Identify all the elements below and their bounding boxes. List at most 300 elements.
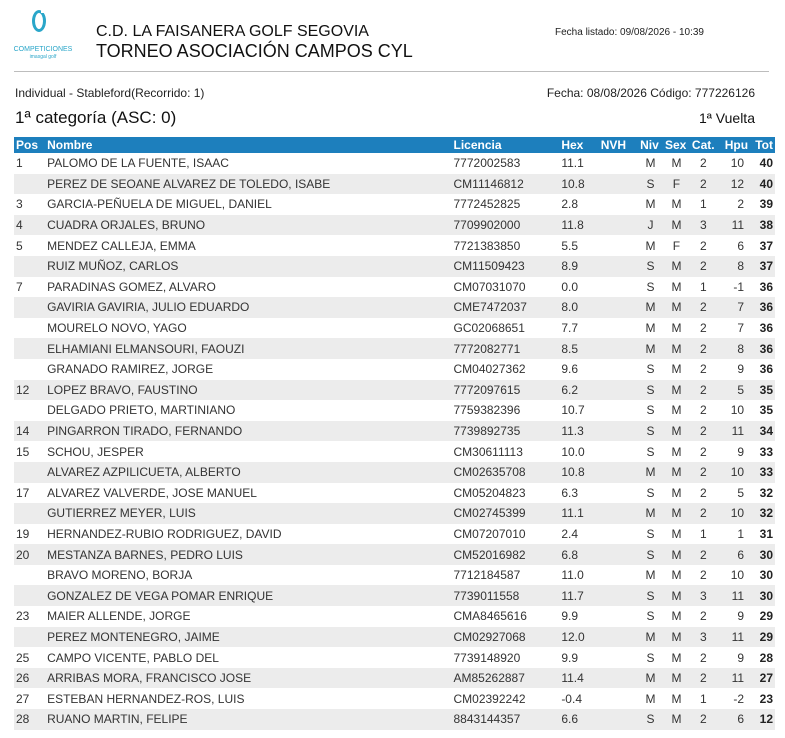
cell-name: CAMPO VICENTE, PABLO DEL bbox=[47, 650, 219, 665]
cell-name: PEREZ MONTENEGRO, JAIME bbox=[47, 629, 220, 644]
table-row bbox=[14, 544, 775, 565]
cell-niv: S bbox=[646, 526, 655, 541]
cell-niv: S bbox=[646, 712, 655, 727]
cell-niv: M bbox=[645, 671, 656, 686]
cell-nvh bbox=[599, 483, 638, 504]
cell-cat: 2 bbox=[700, 238, 707, 253]
cell-total: 36 bbox=[759, 300, 773, 315]
cell-pos: 23 bbox=[16, 609, 30, 624]
cell-hpu: 10 bbox=[730, 156, 745, 171]
cell-total: 36 bbox=[759, 279, 773, 294]
cell-sex: M bbox=[671, 485, 682, 500]
cell-niv: M bbox=[645, 321, 656, 336]
cell-cat: 2 bbox=[700, 506, 707, 521]
cell-nvh bbox=[599, 668, 638, 689]
cell-total: 32 bbox=[759, 485, 773, 500]
cell-pos: 28 bbox=[16, 712, 30, 727]
cell-pos: 27 bbox=[16, 691, 30, 706]
cell-license: CM04027362 bbox=[453, 362, 526, 377]
cell-pos bbox=[14, 462, 45, 483]
table-row bbox=[14, 359, 775, 380]
cell-hex: 6.6 bbox=[561, 712, 578, 727]
cell-total: 30 bbox=[759, 568, 773, 583]
logo-text: COMPETICIONES bbox=[13, 46, 73, 53]
cell-hpu: 11 bbox=[731, 629, 745, 644]
cell-pos bbox=[14, 585, 45, 606]
table-row bbox=[14, 585, 775, 606]
category-title: 1ª categoría (ASC: 0) bbox=[15, 108, 177, 127]
cell-hex: -0.4 bbox=[561, 691, 582, 706]
cell-license: CM07031070 bbox=[453, 279, 526, 294]
cell-hex: 9.9 bbox=[561, 609, 578, 624]
tournament-title: TORNEO ASOCIACIÓN CAMPOS CYL bbox=[96, 41, 413, 61]
cell-pos: 1 bbox=[16, 156, 23, 171]
cell-nvh bbox=[599, 318, 638, 339]
cell-hpu: -1 bbox=[733, 279, 745, 294]
cell-license: 7739892735 bbox=[453, 424, 521, 439]
cell-sex: M bbox=[671, 382, 682, 397]
cell-hpu: 5 bbox=[737, 485, 745, 500]
cell-niv: S bbox=[646, 176, 655, 191]
cell-nvh bbox=[599, 359, 638, 380]
cell-cat: 2 bbox=[700, 650, 707, 665]
cell-pos: 26 bbox=[16, 671, 30, 686]
results-table bbox=[14, 137, 775, 730]
cell-pos: 12 bbox=[16, 382, 30, 397]
cell-niv: S bbox=[646, 588, 655, 603]
cell-pos bbox=[14, 297, 45, 318]
cell-pos: 25 bbox=[16, 650, 30, 665]
cell-cat: 2 bbox=[700, 568, 707, 583]
cell-name: MOURELO NOVO, YAGO bbox=[47, 321, 187, 336]
cell-niv: M bbox=[645, 156, 656, 171]
cell-name: SCHOU, JESPER bbox=[47, 444, 144, 459]
table-row bbox=[14, 647, 775, 668]
cell-sex: M bbox=[671, 156, 682, 171]
cell-sex: M bbox=[671, 279, 682, 294]
cell-license: 7739148920 bbox=[453, 650, 521, 665]
col-header-pos: Pos bbox=[16, 138, 39, 152]
cell-hpu: 10 bbox=[730, 568, 745, 583]
cell-hex: 6.8 bbox=[561, 547, 578, 562]
cell-total: 30 bbox=[759, 588, 773, 603]
cell-pos: 19 bbox=[16, 526, 30, 541]
cell-name: GUTIERREZ MEYER, LUIS bbox=[47, 506, 196, 521]
cell-niv: S bbox=[646, 485, 655, 500]
cell-name: RUIZ MUÑOZ, CARLOS bbox=[47, 259, 179, 274]
cell-nvh bbox=[599, 277, 638, 298]
cell-sex: M bbox=[671, 465, 682, 480]
cell-cat: 2 bbox=[700, 465, 707, 480]
col-header-tot: Tot bbox=[755, 138, 773, 152]
cell-cat: 2 bbox=[700, 712, 707, 727]
cell-name: ARRIBAS MORA, FRANCISCO JOSE bbox=[47, 671, 252, 686]
cell-hpu: 7 bbox=[737, 300, 745, 315]
cell-nvh bbox=[599, 441, 638, 462]
table-row bbox=[14, 277, 775, 298]
cell-hpu: 11 bbox=[731, 218, 745, 233]
date-and-code: Fecha: 08/08/2026 Código: 777226126 bbox=[546, 86, 755, 100]
cell-cat: 1 bbox=[700, 526, 707, 541]
cell-hex: 0.0 bbox=[561, 279, 578, 294]
cell-cat: 2 bbox=[700, 156, 707, 171]
cell-nvh bbox=[599, 153, 638, 174]
cell-total: 27 bbox=[759, 671, 773, 686]
cell-hpu: 6 bbox=[737, 547, 745, 562]
cell-hpu: 11 bbox=[731, 588, 745, 603]
cell-sex: M bbox=[671, 300, 682, 315]
cell-sex: M bbox=[671, 568, 682, 583]
cell-total: 28 bbox=[759, 650, 773, 665]
cell-pos bbox=[14, 256, 45, 277]
cell-license: 7772452825 bbox=[453, 197, 521, 212]
cell-cat: 2 bbox=[700, 259, 707, 274]
cell-nvh bbox=[599, 606, 638, 627]
cell-niv: M bbox=[645, 238, 656, 253]
table-row bbox=[14, 503, 775, 524]
cell-hpu: 7 bbox=[737, 321, 745, 336]
table-row bbox=[14, 668, 775, 689]
cell-niv: M bbox=[645, 506, 656, 521]
col-header-hpu: Hpu bbox=[724, 138, 749, 152]
cell-hex: 10.8 bbox=[561, 176, 585, 191]
cell-license: CME7472037 bbox=[453, 300, 527, 315]
cell-sex: M bbox=[671, 341, 682, 356]
cell-niv: M bbox=[645, 629, 656, 644]
cell-total: 39 bbox=[759, 197, 773, 212]
results-header bbox=[14, 137, 775, 153]
table-row bbox=[14, 256, 775, 277]
cell-niv: M bbox=[645, 197, 656, 212]
cell-hex: 9.9 bbox=[561, 650, 578, 665]
cell-name: GARCIA-PEÑUELA DE MIGUEL, DANIEL bbox=[47, 197, 272, 212]
cell-nvh bbox=[599, 297, 638, 318]
table-row bbox=[14, 709, 775, 730]
cell-sex: M bbox=[671, 506, 682, 521]
cell-license: CM02635708 bbox=[453, 465, 526, 480]
cell-license: CM02745399 bbox=[453, 506, 526, 521]
cell-pos bbox=[14, 338, 45, 359]
table-row bbox=[14, 483, 775, 504]
cell-nvh bbox=[599, 565, 638, 586]
cell-license: 7772002583 bbox=[453, 156, 521, 171]
cell-cat: 3 bbox=[700, 629, 707, 644]
cell-total: 35 bbox=[759, 382, 773, 397]
cell-total: 40 bbox=[759, 176, 773, 191]
table-row bbox=[14, 215, 775, 236]
cell-sex: M bbox=[671, 629, 682, 644]
cell-total: 32 bbox=[759, 506, 773, 521]
cell-hpu: 11 bbox=[731, 671, 745, 686]
cell-nvh bbox=[599, 585, 638, 606]
cell-cat: 2 bbox=[700, 609, 707, 624]
cell-pos bbox=[14, 503, 45, 524]
cell-niv: M bbox=[645, 300, 656, 315]
cell-pos bbox=[14, 359, 45, 380]
cell-hex: 2.4 bbox=[561, 526, 578, 541]
cell-name: MAIER ALLENDE, JORGE bbox=[47, 609, 191, 624]
cell-hex: 11.0 bbox=[561, 568, 584, 583]
cell-hex: 8.0 bbox=[561, 300, 578, 315]
cell-niv: S bbox=[646, 362, 655, 377]
cell-hex: 11.3 bbox=[561, 424, 584, 439]
cell-sex: M bbox=[671, 671, 682, 686]
cell-cat: 2 bbox=[700, 176, 707, 191]
cell-pos: 5 bbox=[16, 238, 23, 253]
header-divider bbox=[14, 71, 769, 72]
cell-total: 33 bbox=[759, 465, 773, 480]
cell-total: 34 bbox=[759, 424, 773, 439]
cell-cat: 2 bbox=[700, 671, 707, 686]
cell-nvh bbox=[599, 462, 638, 483]
cell-hex: 11.8 bbox=[561, 218, 584, 233]
cell-hpu: 10 bbox=[730, 465, 745, 480]
round-label: 1ª Vuelta bbox=[698, 110, 755, 126]
table-row bbox=[14, 606, 775, 627]
cell-hpu: 5 bbox=[737, 382, 745, 397]
cell-niv: S bbox=[646, 424, 655, 439]
cell-sex: M bbox=[671, 588, 682, 603]
organizer-logo bbox=[10, 8, 76, 68]
table-row bbox=[14, 441, 775, 462]
cell-name: CUADRA ORJALES, BRUNO bbox=[47, 218, 206, 233]
cell-name: PINGARRON TIRADO, FERNANDO bbox=[47, 424, 243, 439]
cell-sex: M bbox=[671, 547, 682, 562]
cell-cat: 2 bbox=[700, 424, 707, 439]
cell-hpu: 2 bbox=[737, 197, 745, 212]
cell-hpu: 11 bbox=[731, 424, 745, 439]
cell-total: 37 bbox=[759, 259, 773, 274]
cell-sex: M bbox=[671, 609, 682, 624]
cell-cat: 2 bbox=[700, 403, 707, 418]
table-row bbox=[14, 235, 775, 256]
cell-hpu: 10 bbox=[730, 506, 745, 521]
cell-pos: 15 bbox=[16, 444, 30, 459]
cell-nvh bbox=[599, 235, 638, 256]
cell-niv: M bbox=[645, 465, 656, 480]
cell-pos: 20 bbox=[16, 547, 30, 562]
cell-sex: F bbox=[672, 176, 681, 191]
cell-nvh bbox=[599, 421, 638, 442]
cell-license: 7772097615 bbox=[453, 382, 521, 397]
cell-hpu: 12 bbox=[730, 176, 745, 191]
table-row bbox=[14, 421, 775, 442]
cell-pos: 14 bbox=[16, 424, 30, 439]
table-row bbox=[14, 400, 775, 421]
cell-cat: 1 bbox=[700, 691, 707, 706]
cell-sex: M bbox=[671, 218, 682, 233]
cell-sex: M bbox=[671, 526, 682, 541]
cell-hex: 6.2 bbox=[561, 382, 578, 397]
cell-hex: 10.7 bbox=[561, 403, 585, 418]
cell-hex: 8.9 bbox=[561, 259, 578, 274]
cell-hpu: 9 bbox=[737, 609, 745, 624]
cell-cat: 2 bbox=[700, 485, 707, 500]
cell-name: MENDEZ CALLEJA, EMMA bbox=[47, 238, 196, 253]
cell-pos: 4 bbox=[16, 218, 23, 233]
cell-hpu: 6 bbox=[737, 238, 745, 253]
cell-license: 7721383850 bbox=[453, 238, 521, 253]
cell-cat: 2 bbox=[700, 362, 707, 377]
cell-license: 7709902000 bbox=[453, 218, 521, 233]
cell-license: CM52016982 bbox=[453, 547, 526, 562]
cell-niv: S bbox=[646, 609, 655, 624]
cell-nvh bbox=[599, 627, 638, 648]
cell-pos: 17 bbox=[16, 485, 30, 500]
table-row bbox=[14, 318, 775, 339]
cell-license: 7772082771 bbox=[453, 341, 521, 356]
cell-sex: M bbox=[671, 403, 682, 418]
cell-sex: M bbox=[671, 321, 682, 336]
cell-sex: M bbox=[671, 444, 682, 459]
cell-hex: 11.1 bbox=[561, 506, 584, 521]
cell-license: CM05204823 bbox=[453, 485, 526, 500]
cell-sex: M bbox=[671, 362, 682, 377]
cell-sex: M bbox=[671, 197, 682, 212]
cell-name: RUANO MARTIN, FELIPE bbox=[47, 712, 188, 727]
cell-name: ALVAREZ AZPILICUETA, ALBERTO bbox=[47, 465, 241, 480]
cell-license: CM07207010 bbox=[453, 526, 526, 541]
cell-license: CM02927068 bbox=[453, 629, 526, 644]
cell-license: CM30611113 bbox=[453, 444, 523, 459]
cell-total: 12 bbox=[759, 712, 773, 727]
cell-pos bbox=[14, 400, 45, 421]
cell-total: 31 bbox=[759, 526, 773, 541]
col-header-sex: Sex bbox=[664, 138, 687, 152]
cell-niv: M bbox=[645, 341, 656, 356]
cell-pos bbox=[14, 174, 45, 195]
club-name: C.D. LA FAISANERA GOLF SEGOVIA bbox=[96, 23, 369, 40]
cell-license: CM11146812 bbox=[453, 176, 524, 191]
table-row bbox=[14, 297, 775, 318]
cell-license: GC02068651 bbox=[453, 321, 525, 336]
cell-total: 36 bbox=[759, 321, 773, 336]
cell-total: 33 bbox=[759, 444, 773, 459]
cell-cat: 2 bbox=[700, 382, 707, 397]
cell-cat: 2 bbox=[700, 341, 707, 356]
competition-mode: Individual - Stableford(Recorrido: 1) bbox=[15, 86, 205, 100]
cell-hex: 11.7 bbox=[561, 588, 584, 603]
cell-hex: 12.0 bbox=[561, 629, 585, 644]
cell-license: CMA8465616 bbox=[453, 609, 527, 624]
cell-hex: 10.8 bbox=[561, 465, 585, 480]
cell-hpu: 9 bbox=[737, 650, 745, 665]
cell-niv: M bbox=[645, 568, 656, 583]
cell-license: 7712184587 bbox=[453, 568, 521, 583]
cell-sex: F bbox=[672, 238, 681, 253]
cell-sex: M bbox=[671, 712, 682, 727]
cell-license: CM02392242 bbox=[453, 691, 526, 706]
table-row bbox=[14, 338, 775, 359]
table-row bbox=[14, 194, 775, 215]
col-header-name: Nombre bbox=[47, 138, 93, 152]
cell-hpu: 8 bbox=[737, 259, 745, 274]
cell-name: ELHAMIANI ELMANSOURI, FAOUZI bbox=[47, 341, 245, 356]
col-header-license: Licencia bbox=[453, 138, 502, 152]
cell-sex: M bbox=[671, 650, 682, 665]
cell-nvh bbox=[599, 524, 638, 545]
cell-hpu: 1 bbox=[737, 526, 745, 541]
cell-name: HERNANDEZ-RUBIO RODRIGUEZ, DAVID bbox=[47, 526, 282, 541]
logo-subtext: imasgal golf bbox=[29, 54, 57, 60]
col-header-cat: Cat. bbox=[691, 138, 715, 152]
cell-cat: 3 bbox=[700, 588, 707, 603]
cell-hex: 11.4 bbox=[561, 671, 584, 686]
table-row bbox=[14, 380, 775, 401]
cell-nvh bbox=[599, 174, 638, 195]
cell-name: ESTEBAN HERNANDEZ-ROS, LUIS bbox=[47, 691, 245, 706]
cell-hpu: 9 bbox=[737, 362, 745, 377]
cell-total: 40 bbox=[759, 156, 773, 171]
cell-niv: M bbox=[645, 691, 656, 706]
cell-pos bbox=[14, 627, 45, 648]
cell-nvh bbox=[599, 503, 638, 524]
cell-cat: 2 bbox=[700, 300, 707, 315]
cell-cat: 3 bbox=[700, 218, 707, 233]
cell-total: 38 bbox=[759, 218, 773, 233]
col-header-niv: Niv bbox=[640, 138, 659, 152]
table-row bbox=[14, 524, 775, 545]
cell-hex: 10.0 bbox=[561, 444, 585, 459]
cell-total: 30 bbox=[759, 547, 773, 562]
cell-hex: 8.5 bbox=[561, 341, 578, 356]
col-header-nvh: NVH bbox=[600, 138, 627, 152]
table-row bbox=[14, 565, 775, 586]
cell-license: 7739011558 bbox=[453, 588, 520, 603]
cell-name: BRAVO MORENO, BORJA bbox=[47, 568, 193, 583]
cell-pos bbox=[14, 565, 45, 586]
cell-nvh bbox=[599, 709, 638, 730]
cell-name: GAVIRIA GAVIRIA, JULIO EDUARDO bbox=[47, 300, 250, 315]
cell-total: 29 bbox=[759, 609, 773, 624]
cell-niv: J bbox=[647, 218, 654, 233]
cell-cat: 1 bbox=[700, 279, 707, 294]
cell-total: 36 bbox=[759, 341, 773, 356]
cell-hex: 6.3 bbox=[561, 485, 578, 500]
cell-nvh bbox=[599, 215, 638, 236]
cell-nvh bbox=[599, 688, 638, 709]
table-row bbox=[14, 174, 775, 195]
table-row bbox=[14, 627, 775, 648]
cell-nvh bbox=[599, 256, 638, 277]
cell-pos: 3 bbox=[16, 197, 23, 212]
cell-niv: S bbox=[646, 382, 655, 397]
cell-name: LOPEZ BRAVO, FAUSTINO bbox=[47, 382, 198, 397]
cell-name: DELGADO PRIETO, MARTINIANO bbox=[47, 403, 236, 418]
cell-name: PARADINAS GOMEZ, ALVARO bbox=[47, 279, 216, 294]
logo-ring-icon bbox=[32, 10, 46, 32]
cell-niv: S bbox=[646, 279, 655, 294]
cell-hex: 9.6 bbox=[561, 362, 578, 377]
cell-license: CM11509423 bbox=[453, 259, 525, 274]
cell-total: 35 bbox=[759, 403, 773, 418]
cell-hex: 11.1 bbox=[561, 156, 584, 171]
cell-nvh bbox=[599, 647, 638, 668]
cell-niv: S bbox=[646, 259, 655, 274]
cell-sex: M bbox=[671, 259, 682, 274]
cell-hex: 2.8 bbox=[561, 197, 578, 212]
cell-name: MESTANZA BARNES, PEDRO LUIS bbox=[47, 547, 243, 562]
table-row bbox=[14, 462, 775, 483]
cell-license: AM85262887 bbox=[453, 671, 525, 686]
cell-cat: 1 bbox=[700, 197, 707, 212]
cell-name: GRANADO RAMIREZ, JORGE bbox=[47, 362, 214, 377]
cell-license: 8843144357 bbox=[453, 712, 521, 727]
cell-total: 37 bbox=[759, 238, 773, 253]
listing-date: Fecha listado: 09/08/2026 - 10:39 bbox=[555, 27, 704, 38]
cell-nvh bbox=[599, 400, 638, 421]
cell-total: 23 bbox=[759, 691, 773, 706]
